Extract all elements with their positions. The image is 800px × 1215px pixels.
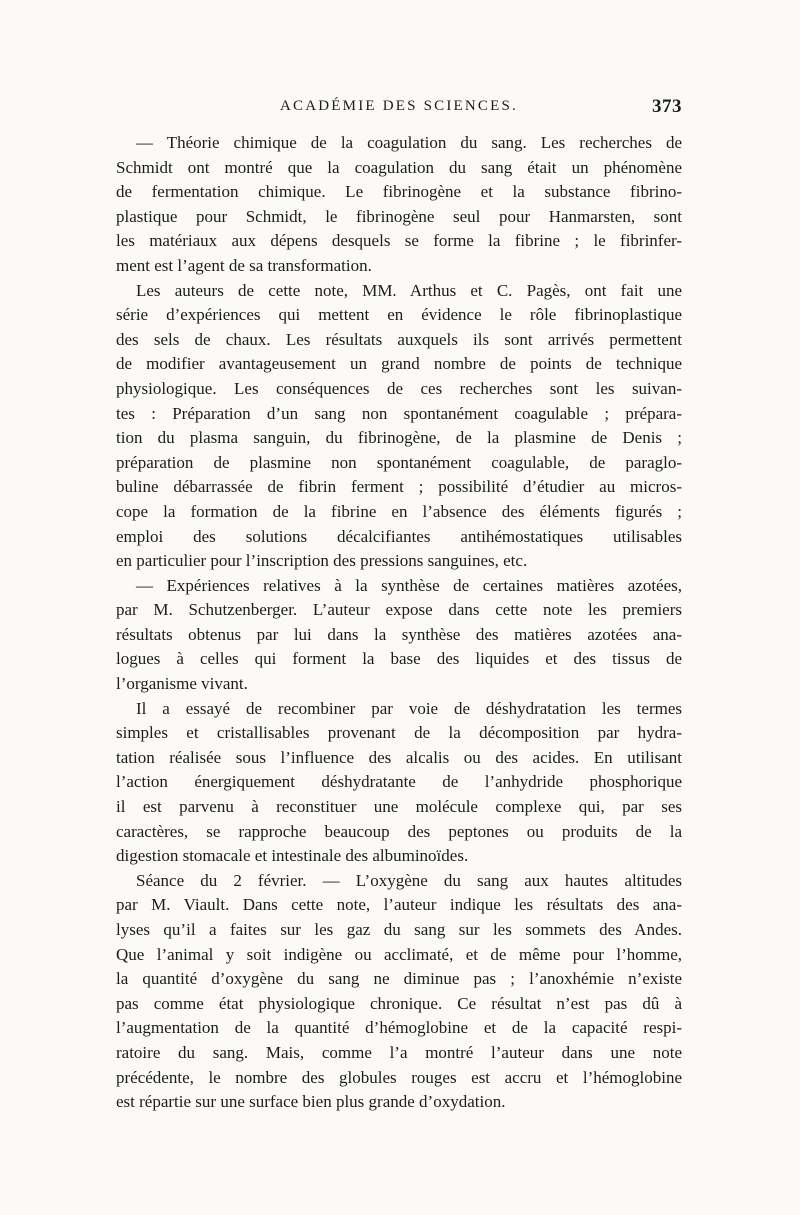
text-line: logues à celles qui forment la base des liquides et des tissus de	[116, 649, 682, 669]
text-line: digestion stomacale et intestinale des albuminoïdes.	[116, 846, 469, 866]
text-line: il est parvenu à reconstituer une molécule complexe qui, par ses	[116, 797, 682, 817]
text-line: cope la formation de la fibrine en l’absence des éléments figurés ;	[116, 501, 682, 521]
text-line: la quantité d’oxygène du sang ne diminue pas ; l’anoxhémie n’existe	[116, 969, 682, 989]
text-line: en particulier pour l’inscription des pressions sanguines, etc.	[116, 551, 528, 571]
text-line: préparation de plasmine non spontanément coagulable, de paraglo-	[116, 452, 682, 472]
text-line: l’organisme vivant.	[116, 674, 248, 694]
text-line: ratoire du sang. Mais, comme l’a montré l’auteur dans une note	[116, 1042, 682, 1062]
page-number: 373	[652, 96, 682, 117]
body-text	[116, 131, 682, 1115]
text-line: simples et cristallisables provenant de la décomposition par hydra-	[116, 723, 682, 743]
text-line: — Théorie chimique de la coagulation du sang. Les recherches de	[136, 133, 682, 152]
text-line: série d’expériences qui mettent en évidence le rôle fibrinoplastique	[116, 305, 682, 325]
text-line: emploi des solutions décalcifiantes antihémostatiques utilisables	[116, 526, 682, 546]
text-line: des sels de chaux. Les résultats auxquels ils sont arrivés permettent	[116, 329, 682, 349]
page-header	[116, 96, 682, 126]
text-line: de fermentation chimique. Le fibrinogène et la substance fibrino-	[116, 182, 682, 202]
text-line: par M. Viault. Dans cette note, l’auteur indique les résultats des ana-	[116, 895, 682, 915]
text-line: plastique pour Schmidt, le fibrinogène seul pour Hanmarsten, sont	[116, 206, 682, 226]
text-line: pas comme état physiologique chronique. Ce résultat n’est pas dû à	[116, 993, 682, 1013]
text-line: Schmidt ont montré que la coagulation du sang était un phénomène	[116, 157, 682, 177]
text-line: par M. Schutzenberger. L’auteur expose dans cette note les premiers	[116, 600, 682, 620]
running-title: ACADÉMIE DES SCIENCES.	[280, 98, 518, 114]
text-line: précédente, le nombre des globules rouges est accru et l’hémoglobine	[116, 1067, 682, 1087]
text-line: de modifier avantageusement un grand nombre de points de technique	[116, 354, 682, 374]
text-line: tes : Préparation d’un sang non spontanément coagulable ; prépara-	[116, 403, 682, 423]
text-line: Que l’animal y soit indigène ou acclimaté, et de même pour l’homme,	[116, 944, 682, 964]
text-line: — Expériences relatives à la synthèse de certaines matières azotées,	[136, 575, 682, 595]
text-line: Il a essayé de recombiner par voie de déshydratation les termes	[136, 698, 682, 718]
text-line: Les auteurs de cette note, MM. Arthus et C. Pagès, ont fait une	[136, 280, 682, 300]
text-line: les matériaux aux dépens desquels se forme la fibrine ; le fibrinfer-	[116, 231, 682, 251]
text-line: Séance du 2 février. — L’oxygène du sang aux hautes altitudes	[136, 870, 682, 890]
text-line: est répartie sur une surface bien plus grande d’oxydation.	[116, 1092, 506, 1112]
text-line: caractères, se rapproche beaucoup des peptones ou produits de la	[116, 821, 682, 841]
text-line: lyses qu’il a faites sur les gaz du sang sur les sommets des Andes.	[116, 920, 682, 939]
text-line: physiologique. Les conséquences de ces recherches sont les suivan-	[116, 378, 682, 398]
text-line: tation réalisée sous l’influence des alcalis ou des acides. En utilisant	[116, 747, 682, 767]
text-line: l’action énergiquement déshydratante de l’anhydride phosphorique	[116, 772, 682, 792]
text-line: tion du plasma sanguin, du fibrinogène, de la plasmine de Denis ;	[116, 428, 682, 448]
text-line: ment est l’agent de sa transformation.	[116, 255, 372, 275]
text-line: résultats obtenus par lui dans la synthèse des matières azotées ana-	[116, 624, 682, 644]
text-line: buline débarrassée de fibrin ferment ; possibilité d’étudier au micros-	[116, 477, 682, 497]
text-line: l’augmentation de la quantité d’hémoglobine et de la capacité respi-	[116, 1018, 682, 1038]
